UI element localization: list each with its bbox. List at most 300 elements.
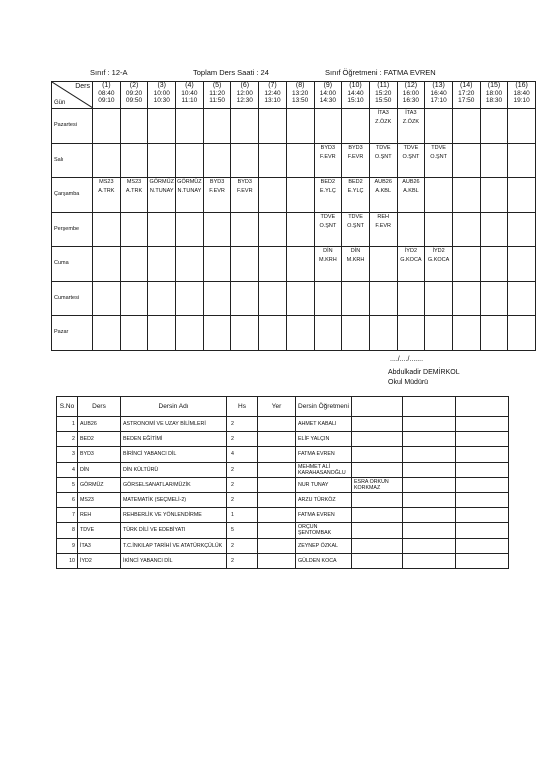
course-place xyxy=(258,492,296,507)
period-start: 16:40 xyxy=(430,90,447,97)
lesson-cell xyxy=(93,178,121,213)
course-extra xyxy=(456,447,509,462)
course-code: AUB26 xyxy=(78,417,121,432)
course-row xyxy=(57,432,509,447)
period-number: (11) xyxy=(377,82,390,89)
corner-ders-label: Ders xyxy=(75,83,90,90)
course-name: REHBERLİK VE YÖNLENDİRME xyxy=(121,508,227,523)
course-row xyxy=(57,523,509,538)
period-end: 15:50 xyxy=(375,97,392,104)
period-header xyxy=(148,82,176,109)
lesson-code: AUB26 xyxy=(374,179,392,185)
course-name: BEDEN EĞİTİMİ xyxy=(121,432,227,447)
empty-cell xyxy=(369,316,397,351)
course-number: 4 xyxy=(57,462,78,477)
course-extra xyxy=(403,447,456,462)
col-header-hours: Hs xyxy=(227,397,258,417)
course-teacher-2 xyxy=(352,553,403,568)
course-teacher-2 xyxy=(352,432,403,447)
empty-cell xyxy=(452,281,480,316)
lesson-teacher: G.KOCA xyxy=(427,257,450,263)
lesson-cell xyxy=(314,212,342,247)
course-hours: 2 xyxy=(227,477,258,492)
period-start: 18:40 xyxy=(513,90,530,97)
empty-cell xyxy=(259,212,287,247)
lesson-cell xyxy=(369,143,397,178)
period-header xyxy=(231,82,259,109)
lesson-code: BED2 xyxy=(348,179,363,185)
empty-cell xyxy=(176,212,204,247)
lesson-teacher: A.KBL xyxy=(403,188,419,194)
empty-cell xyxy=(93,109,121,144)
lesson-cell xyxy=(397,247,425,282)
empty-cell xyxy=(231,281,259,316)
course-number: 9 xyxy=(57,538,78,553)
period-number: (4) xyxy=(185,82,194,89)
lesson-code: BYD3 xyxy=(348,144,363,151)
empty-cell xyxy=(286,143,314,178)
lesson-teacher: F.EVR xyxy=(375,222,392,229)
signature-name: Abdulkadir DEMİRKOL xyxy=(388,369,460,376)
empty-cell xyxy=(397,212,425,247)
lesson-code: GÖRMÜZ xyxy=(149,179,174,185)
course-name: İKİNCİ YABANCI DİL xyxy=(121,553,227,568)
empty-cell xyxy=(286,281,314,316)
course-code: DİN xyxy=(78,462,121,477)
course-row xyxy=(57,477,509,492)
empty-cell xyxy=(259,281,287,316)
period-end: 17:10 xyxy=(430,97,447,104)
course-hours: 2 xyxy=(227,432,258,447)
course-place xyxy=(258,477,296,492)
lesson-teacher: G.KOCA xyxy=(400,257,422,263)
corner-gun-label: Gün xyxy=(54,100,66,106)
lesson-code: TDVE xyxy=(403,144,419,151)
empty-cell xyxy=(342,316,370,351)
day-row xyxy=(52,316,536,351)
period-start: 16:00 xyxy=(402,90,420,97)
period-number: (15) xyxy=(487,82,501,89)
course-teacher: FATMA EVREN xyxy=(296,447,352,462)
empty-cell xyxy=(120,316,148,351)
lesson-cell xyxy=(314,143,342,178)
period-header xyxy=(342,82,370,109)
empty-cell xyxy=(286,178,314,213)
empty-cell xyxy=(120,281,148,316)
course-row xyxy=(57,462,509,477)
lesson-cell xyxy=(369,212,397,247)
col-header-empty xyxy=(403,397,456,417)
empty-cell xyxy=(148,281,176,316)
period-end: 14:30 xyxy=(319,97,336,104)
empty-cell xyxy=(231,212,259,247)
empty-cell xyxy=(120,109,148,144)
empty-cell xyxy=(93,143,121,178)
empty-cell xyxy=(203,109,231,144)
period-number: (1) xyxy=(102,82,111,89)
empty-cell xyxy=(425,109,453,144)
empty-cell xyxy=(203,143,231,178)
course-code: İTA3 xyxy=(78,538,121,553)
empty-cell xyxy=(314,109,342,144)
empty-cell xyxy=(452,247,480,282)
empty-cell xyxy=(176,247,204,282)
empty-cell xyxy=(176,316,204,351)
lesson-cell xyxy=(342,212,370,247)
empty-cell xyxy=(203,281,231,316)
course-number: 8 xyxy=(57,523,78,538)
course-extra xyxy=(403,538,456,553)
course-code: MS23 xyxy=(78,492,121,507)
total-hours-label: Toplam Ders Saati : 24 xyxy=(193,68,269,77)
lesson-code: DİN xyxy=(323,248,333,254)
course-hours: 2 xyxy=(227,553,258,568)
course-place xyxy=(258,417,296,432)
period-header xyxy=(176,82,204,109)
course-place xyxy=(258,462,296,477)
course-teacher: ORÇUN ŞENTOMBAK xyxy=(296,523,352,538)
course-code: İYD2 xyxy=(78,553,121,568)
period-number: (5) xyxy=(212,82,222,89)
day-label: Salı xyxy=(52,143,93,178)
day-row xyxy=(52,212,536,247)
period-header xyxy=(369,82,397,109)
period-number: (2) xyxy=(129,82,139,89)
course-code: GÖRMÜZ xyxy=(78,477,121,492)
empty-cell xyxy=(452,143,480,178)
lesson-code: MS23 xyxy=(99,179,114,185)
lesson-cell xyxy=(397,109,425,144)
lesson-code: GÖRMÜZ xyxy=(177,179,202,185)
course-number: 7 xyxy=(57,508,78,523)
course-place xyxy=(258,447,296,462)
course-row xyxy=(57,538,509,553)
empty-cell xyxy=(314,316,342,351)
period-number: (13) xyxy=(432,82,445,89)
empty-cell xyxy=(259,178,287,213)
lesson-cell xyxy=(369,109,397,144)
period-end: 09:50 xyxy=(125,97,143,104)
course-list-table xyxy=(56,396,509,569)
empty-cell xyxy=(203,247,231,282)
empty-cell xyxy=(508,143,536,178)
course-number: 6 xyxy=(57,492,78,507)
period-header xyxy=(203,82,231,109)
empty-cell xyxy=(148,109,176,144)
lesson-cell xyxy=(425,143,453,178)
period-end: 11:50 xyxy=(209,97,225,104)
course-name: DİN KÜLTÜRÜ xyxy=(121,462,227,477)
lesson-code: İTA3 xyxy=(405,110,417,116)
signature-date: ..../..../....... xyxy=(390,356,424,363)
course-teacher: FATMA EVREN xyxy=(296,508,352,523)
empty-cell xyxy=(231,109,259,144)
empty-cell xyxy=(259,247,287,282)
period-start: 12:00 xyxy=(236,90,253,97)
course-place xyxy=(258,538,296,553)
empty-cell xyxy=(452,178,480,213)
day-label: Perşembe xyxy=(52,212,93,247)
course-hours: 2 xyxy=(227,538,258,553)
lesson-cell xyxy=(120,178,148,213)
period-start: 11:20 xyxy=(209,90,225,97)
empty-cell xyxy=(508,281,536,316)
course-name: TÜRK DİLİ VE EDEBİYATI xyxy=(121,523,227,538)
period-header xyxy=(259,82,287,109)
course-extra xyxy=(456,538,509,553)
empty-cell xyxy=(508,178,536,213)
lesson-teacher: M.KRH xyxy=(346,257,365,263)
empty-cell xyxy=(508,212,536,247)
empty-cell xyxy=(120,247,148,282)
lesson-teacher: Z.ÖZK xyxy=(375,119,392,125)
lesson-cell xyxy=(314,178,342,213)
day-label: Cuma xyxy=(52,247,93,282)
course-hours: 4 xyxy=(227,447,258,462)
lesson-code: DİN xyxy=(350,248,361,254)
lesson-teacher: A.TRK xyxy=(98,188,115,194)
lesson-code: BYD3 xyxy=(320,144,336,151)
col-header-place: Yer xyxy=(258,397,296,417)
period-header xyxy=(452,82,480,109)
empty-cell xyxy=(342,281,370,316)
col-header-empty xyxy=(352,397,403,417)
lesson-code: REH xyxy=(377,213,390,220)
lesson-teacher: O.ŞNT xyxy=(430,153,447,160)
course-name: MATEMATİK (SEÇMELİ-2) xyxy=(121,492,227,507)
day-row xyxy=(52,143,536,178)
lesson-teacher: F.EVR xyxy=(320,153,336,160)
empty-cell xyxy=(508,247,536,282)
course-teacher-2 xyxy=(352,523,403,538)
empty-cell xyxy=(425,281,453,316)
course-number: 2 xyxy=(57,432,78,447)
course-extra xyxy=(456,523,509,538)
period-end: 17:50 xyxy=(458,97,475,104)
course-extra xyxy=(403,523,456,538)
course-code: BED2 xyxy=(78,432,121,447)
day-label: Pazar xyxy=(52,316,93,351)
empty-cell xyxy=(480,212,508,247)
lesson-teacher: A.TRK xyxy=(125,188,143,194)
course-number: 1 xyxy=(57,417,78,432)
period-number: (16) xyxy=(515,82,528,89)
course-hours: 2 xyxy=(227,417,258,432)
course-row xyxy=(57,553,509,568)
course-extra xyxy=(403,553,456,568)
period-end: 19:10 xyxy=(513,97,530,104)
period-number: (7) xyxy=(268,82,277,89)
empty-cell xyxy=(480,143,508,178)
empty-cell xyxy=(286,212,314,247)
period-start: 10:40 xyxy=(181,90,198,97)
course-place xyxy=(258,508,296,523)
course-teacher-2 xyxy=(352,492,403,507)
course-extra xyxy=(456,508,509,523)
empty-cell xyxy=(425,212,453,247)
col-header-empty xyxy=(456,397,509,417)
lesson-teacher: F.EVR xyxy=(209,188,225,194)
lesson-cell xyxy=(342,143,370,178)
empty-cell xyxy=(148,316,176,351)
period-header xyxy=(508,82,536,109)
lesson-code: BYD3 xyxy=(209,179,225,185)
period-header xyxy=(93,82,121,109)
lesson-teacher: F.EVR xyxy=(236,188,253,194)
course-place xyxy=(258,432,296,447)
lesson-code: İYD2 xyxy=(432,248,445,254)
empty-cell xyxy=(259,316,287,351)
empty-cell xyxy=(480,178,508,213)
empty-cell xyxy=(120,212,148,247)
course-extra xyxy=(456,462,509,477)
period-number: (9) xyxy=(323,82,333,89)
period-end: 13:50 xyxy=(292,97,309,104)
period-end: 12:30 xyxy=(236,97,253,104)
period-start: 08:40 xyxy=(98,90,115,97)
empty-cell xyxy=(397,281,425,316)
lesson-teacher: Z.ÖZK xyxy=(402,119,419,125)
course-extra xyxy=(403,417,456,432)
empty-cell xyxy=(259,109,287,144)
empty-cell xyxy=(93,212,121,247)
empty-cell xyxy=(286,109,314,144)
lesson-cell xyxy=(397,178,425,213)
course-name: ASTRONOMİ VE UZAY BİLİMLERİ xyxy=(121,417,227,432)
course-extra xyxy=(403,508,456,523)
lesson-code: TDVE xyxy=(375,144,391,151)
lesson-teacher: E.YLÇ xyxy=(319,188,336,194)
course-code: TDVE xyxy=(78,523,121,538)
period-header xyxy=(314,82,342,109)
empty-cell xyxy=(148,212,176,247)
period-end: 18:30 xyxy=(485,97,503,104)
course-teacher: NUR TUNAY xyxy=(296,477,352,492)
course-teacher: AHMET KABALI xyxy=(296,417,352,432)
col-header-sno: S.No xyxy=(57,397,78,417)
empty-cell xyxy=(480,109,508,144)
course-row xyxy=(57,492,509,507)
period-number: (6) xyxy=(240,82,250,89)
empty-cell xyxy=(480,281,508,316)
course-hours: 1 xyxy=(227,508,258,523)
lesson-cell xyxy=(231,178,259,213)
course-teacher-2 xyxy=(352,447,403,462)
course-teacher: ZEYNEP ÖZKAL xyxy=(296,538,352,553)
course-extra xyxy=(456,492,509,507)
empty-cell xyxy=(93,281,121,316)
lesson-cell xyxy=(397,143,425,178)
empty-cell xyxy=(120,143,148,178)
course-extra xyxy=(403,462,456,477)
lesson-teacher: A.KBL xyxy=(375,188,392,194)
empty-cell xyxy=(425,178,453,213)
course-extra xyxy=(403,477,456,492)
course-teacher: ARZU TÜRKÖZ xyxy=(296,492,352,507)
period-header xyxy=(480,82,508,109)
course-code: REH xyxy=(78,508,121,523)
empty-cell xyxy=(176,143,204,178)
empty-cell xyxy=(508,316,536,351)
period-end: 16:30 xyxy=(402,97,420,104)
course-code: BYD3 xyxy=(78,447,121,462)
day-row xyxy=(52,109,536,144)
period-number: (3) xyxy=(157,82,166,89)
empty-cell xyxy=(148,143,176,178)
day-label: Cumartesi xyxy=(52,281,93,316)
course-extra xyxy=(456,417,509,432)
empty-cell xyxy=(480,247,508,282)
course-number: 10 xyxy=(57,553,78,568)
empty-cell xyxy=(452,212,480,247)
lesson-code: İYD2 xyxy=(404,248,418,254)
course-teacher: MEHMET ALİ KARAHASANOĞLU xyxy=(296,462,352,477)
lesson-code: AUB26 xyxy=(402,179,420,185)
day-row xyxy=(52,247,536,282)
period-start: 12:40 xyxy=(264,90,281,97)
course-row xyxy=(57,417,509,432)
course-row xyxy=(57,447,509,462)
empty-cell xyxy=(369,247,397,282)
lesson-code: TDVE xyxy=(320,213,336,220)
period-end: 15:10 xyxy=(347,97,364,104)
empty-cell xyxy=(397,316,425,351)
course-teacher: ELİF YALÇIN xyxy=(296,432,352,447)
course-teacher-2 xyxy=(352,462,403,477)
lesson-cell xyxy=(342,247,370,282)
course-extra xyxy=(456,477,509,492)
empty-cell xyxy=(259,143,287,178)
empty-cell xyxy=(203,212,231,247)
course-extra xyxy=(403,492,456,507)
period-start: 15:20 xyxy=(375,90,392,97)
col-header-code: Ders xyxy=(78,397,121,417)
lesson-cell xyxy=(369,178,397,213)
day-label: Çarşamba xyxy=(52,178,93,213)
course-name: T.C.İNKILAP TARİHİ VE ATATÜRKÇÜLÜK xyxy=(121,538,227,553)
course-hours: 2 xyxy=(227,492,258,507)
course-teacher-2 xyxy=(352,538,403,553)
course-teacher-2 xyxy=(352,417,403,432)
empty-cell xyxy=(452,316,480,351)
period-start: 10:00 xyxy=(153,90,170,97)
class-teacher-label: Sınıf Öğretmeni : FATMA EVREN xyxy=(325,68,436,77)
course-number: 3 xyxy=(57,447,78,462)
period-header xyxy=(425,82,453,109)
empty-cell xyxy=(452,109,480,144)
course-extra xyxy=(403,432,456,447)
empty-cell xyxy=(480,316,508,351)
empty-cell xyxy=(203,316,231,351)
lesson-code: İTA3 xyxy=(377,110,389,116)
course-teacher: GÜLDEN KOCA xyxy=(296,553,352,568)
period-header xyxy=(120,82,148,109)
empty-cell xyxy=(231,143,259,178)
lesson-teacher: N.TUNAY xyxy=(149,188,174,194)
course-extra xyxy=(456,432,509,447)
lesson-cell xyxy=(342,178,370,213)
empty-cell xyxy=(314,281,342,316)
period-start: 17:20 xyxy=(458,90,475,97)
class-label: Sınıf : 12-A xyxy=(90,68,128,77)
lesson-code: BED2 xyxy=(320,179,336,185)
timetable-corner xyxy=(52,82,93,109)
period-number: (12) xyxy=(404,82,418,89)
lesson-code: TDVE xyxy=(431,144,446,151)
col-header-teacher: Dersin Öğretmeni xyxy=(296,397,352,417)
period-start: 18:00 xyxy=(485,90,503,97)
lesson-teacher: O.ŞNT xyxy=(347,222,364,229)
